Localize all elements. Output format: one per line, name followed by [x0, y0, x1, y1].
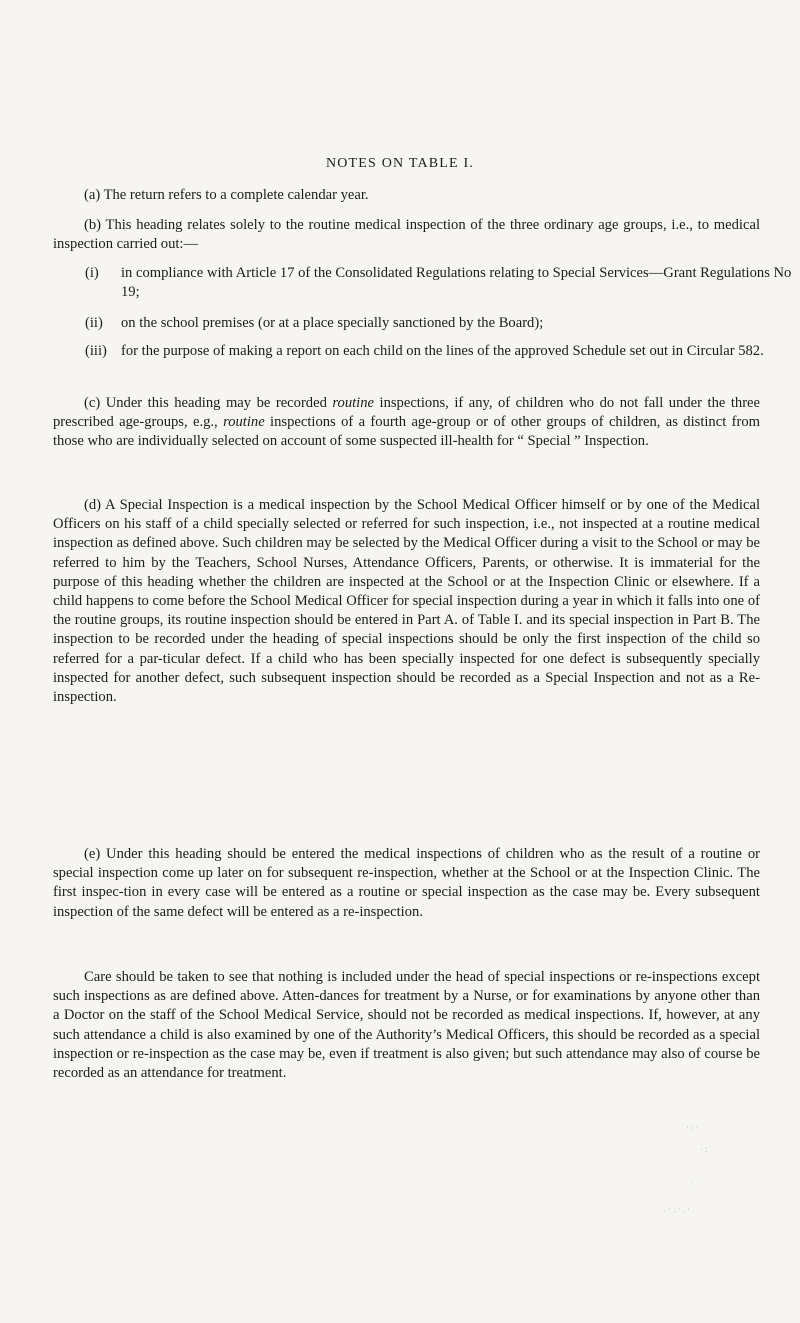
list-item-text: for the purpose of making a report on each child on the lines of the approved Schedule set out in Circular 582.	[121, 343, 764, 359]
paper-speck: ·:·	[686, 1122, 701, 1132]
note-e: (e) Under this heading should be entered the medical inspections of children who as the result of a routine or special inspection come up later on for subsequent re-inspection, whether at the School or at the Inspection Clinic. The first inspec-tion in every case will be entered as a routine or special inspection as the case may be. Every subsequent inspection of the same defect will be entered as a re-inspection.	[53, 846, 760, 920]
note-b-item-ii	[85, 314, 794, 333]
note-c-text: inspections of a fourth age-group or of other groups of children, as distinct from those who are individually selected on account of some suspected ill-health for “ Special ” Inspection.	[53, 414, 760, 450]
note-d: (d) A Special Inspection is a medical inspection by the School Medical Officer himself or by one of the Medical Officers on his staff of a child specially selected or referred for such inspection, i.e., not inspected at a routine medical inspection as defined above. Such children may be selected by the Medical Officer during a visit to the School or may be referred to him by the Teachers, School Nurses, Attendance Officers, Parents, or otherwise. It is immaterial for the purpose of this heading whether the children are inspected at the School or at the Inspection Clinic or elsewhere. If a child happens to come before the School Medical Officer for special inspection during a year in which it falls into one of the routine groups, its routine inspection should be entered in Part A. of Table I. and its special inspection in Part B. The inspection to be recorded under the heading of special inspections should be only the first inspection of the child so referred for a par-ticular defect. If a child who has been specially inspected for one defect is subsequently specially inspected for another defect, such subsequent inspection should be recorded as a Special Inspection and not as a Re-inspection.	[53, 497, 760, 706]
list-item-text: in compliance with Article 17 of the Consolidated Regulations relating to Special Services—Grant Regulations No 19;	[121, 265, 792, 301]
paper-speck: · ·	[690, 1179, 705, 1189]
note-c-text: (c) Under this heading may be recorded	[84, 395, 333, 411]
note-a: (a) The return refers to a complete calendar year.	[84, 187, 369, 203]
closing-paragraph: Care should be taken to see that nothing is included under the head of special inspections or re-inspections except such inspections as are defined above. Atten-dances for treatment by a Nurse, or for examinations by anyone other than a Doctor on the staff of the School Medical Service, should not be recorded as medical inspections. If, however, at any such attendance a child is also examined by one of the Authority’s Medical Officers, this should be recorded as a special inspection or re-inspection as the case may be, even if treatment is also given; but such attendance may also of course be recorded as an attendance for treatment.	[53, 969, 760, 1082]
note-c-emphasis: routine	[223, 414, 265, 431]
paper-speck: ·:	[700, 1144, 710, 1154]
list-marker: (ii)	[85, 315, 103, 331]
note-b-item-iii	[85, 342, 794, 361]
list-marker: (i)	[85, 265, 99, 281]
note-c-emphasis: routine	[332, 395, 375, 411]
note-c-text: inspections, if any, of children who do not fall under the three prescribed age-groups, e.g.,	[53, 395, 761, 431]
page-title: NOTES ON TABLE I.	[325, 156, 475, 171]
list-marker: (iii)	[85, 343, 107, 359]
list-item-text: on the school premises (or at a place specially sanctioned by the Board);	[121, 315, 544, 331]
note-c	[53, 394, 760, 452]
note-b-item-i	[85, 264, 794, 302]
paper-speck: .·:·.·	[664, 1204, 692, 1214]
note-b: (b) This heading relates solely to the routine medical inspection of the three ordinary age groups, i.e., to medical inspection carried out:—	[53, 217, 760, 253]
